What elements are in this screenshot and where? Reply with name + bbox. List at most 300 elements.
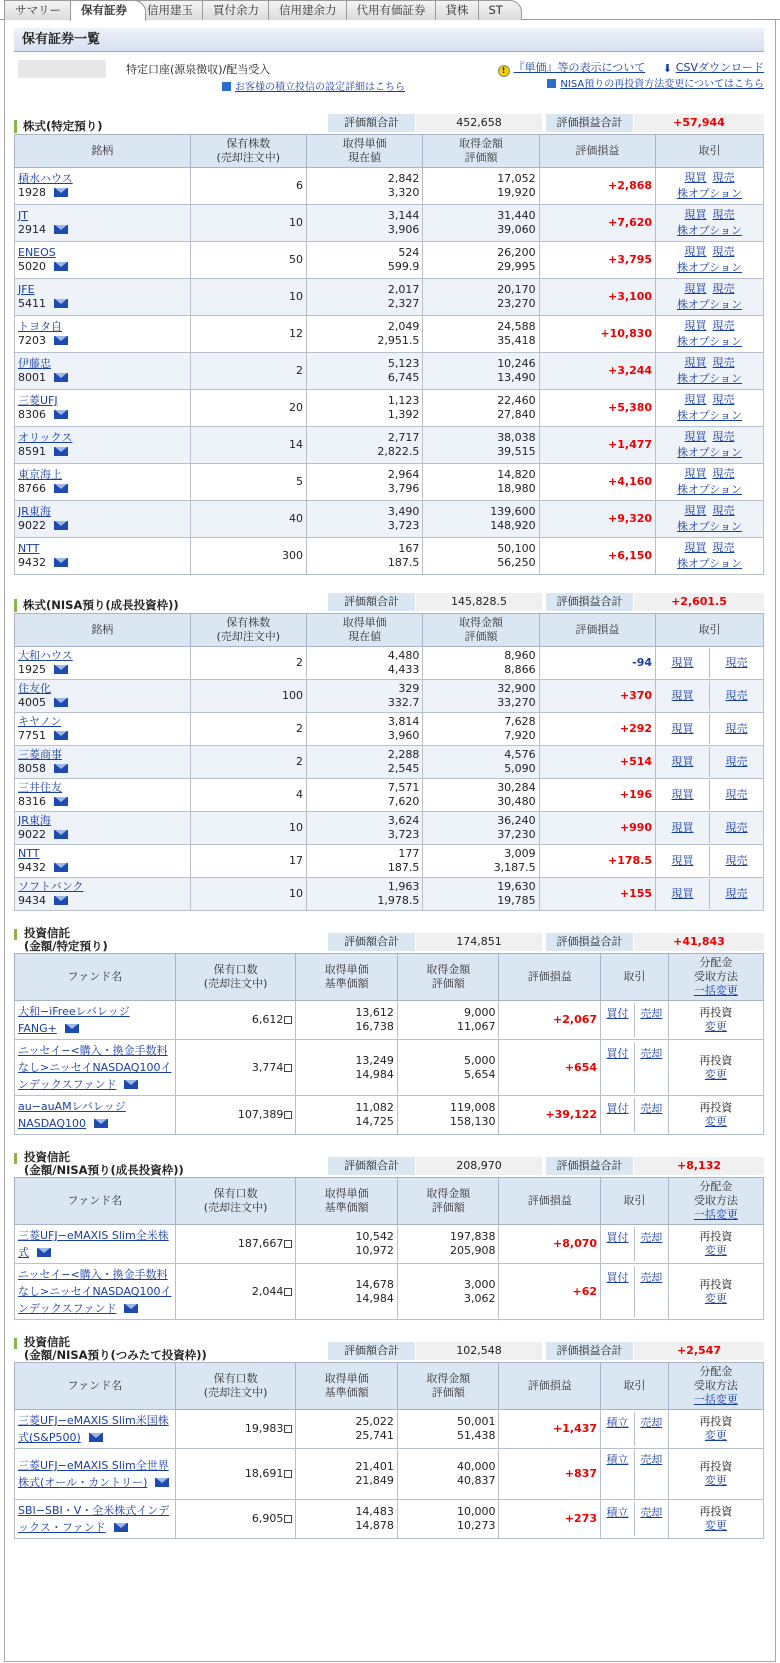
buy-link[interactable]: 現買 [671, 854, 694, 867]
buy-link[interactable]: 現買 [684, 208, 707, 221]
buy-link[interactable]: 現買 [671, 722, 694, 735]
mail-icon[interactable] [54, 665, 68, 674]
buy-link[interactable]: 買付 [606, 1231, 629, 1244]
acquisition-amount: 8,960 [504, 649, 536, 662]
table-row [15, 242, 764, 279]
stock-name-link[interactable]: 三菱UFJ [18, 394, 58, 407]
stock-option-link[interactable]: 株オプション [677, 557, 743, 570]
buy-link[interactable]: 現買 [684, 171, 707, 184]
tab-0[interactable]: サマリー [4, 0, 80, 20]
sell-link[interactable]: 売却 [640, 1102, 663, 1115]
sell-link[interactable]: 現売 [712, 541, 735, 554]
stock-name-link[interactable]: JT [18, 209, 28, 222]
fund-name-link[interactable]: 三菱UFJ−eMAXIS Slim米国株式(S&P500) [18, 1414, 169, 1444]
download-icon: ⬇ [662, 62, 673, 75]
stock-name-link[interactable]: トヨタ自 [18, 320, 62, 333]
sell-link[interactable]: 売却 [640, 1453, 663, 1466]
checkbox-icon [284, 1425, 292, 1433]
mail-icon[interactable] [94, 1119, 108, 1128]
acquisition-price: 25,022 [355, 1415, 394, 1428]
buy-link[interactable]: 現買 [671, 821, 694, 834]
sell-link[interactable]: 現売 [712, 208, 735, 221]
col-amount: 取得金額 評価額 [423, 614, 539, 647]
acquisition-price: 10,542 [355, 1230, 394, 1243]
qty: 14 [190, 427, 306, 464]
market-value: 3,187.5 [493, 861, 536, 874]
table-row [15, 205, 764, 242]
col-price: 取得単価 基準価額 [296, 1363, 398, 1410]
tab-4[interactable]: 信用建余力 [268, 0, 356, 20]
sell-link[interactable]: 現売 [725, 722, 748, 735]
table-row [15, 353, 764, 390]
col-pl: 評価損益 [499, 1363, 601, 1410]
buy-link[interactable]: 現買 [671, 689, 694, 702]
table-row [15, 1096, 764, 1135]
tab-7[interactable]: ST [478, 0, 522, 20]
nav-price: 14,725 [355, 1115, 394, 1128]
total-value: 174,851 [416, 933, 546, 951]
stock-code: 7751 [18, 729, 46, 742]
tab-1[interactable]: 保有証券 [70, 0, 146, 21]
qty: 50 [190, 242, 306, 279]
stock-name-link[interactable]: キヤノン [18, 715, 62, 728]
total-value: 102,548 [416, 1342, 546, 1360]
market-value: 8,866 [504, 663, 536, 676]
stock-name-link[interactable]: ソフトバンク [18, 880, 84, 893]
stock-code: 1928 [18, 186, 46, 199]
table-row [15, 427, 764, 464]
mail-icon[interactable] [54, 484, 68, 493]
table-row [15, 1500, 764, 1539]
stock-option-link[interactable]: 株オプション [677, 483, 743, 496]
mail-icon[interactable] [54, 299, 68, 308]
stock-name-link[interactable]: NTT [18, 542, 40, 555]
total-pl: +8,132 [634, 1157, 764, 1175]
sell-link[interactable]: 現売 [725, 854, 748, 867]
stock-name-link[interactable]: 大和ハウス [18, 649, 73, 662]
tsumitate-settings-link[interactable]: お客様の積立投信の設定詳細はこちら [235, 82, 405, 93]
buy-link[interactable]: 現買 [671, 656, 694, 669]
table-row [15, 713, 764, 746]
col-price: 取得単価 基準価額 [296, 954, 398, 1001]
units: 3,774 [251, 1060, 284, 1074]
mail-icon[interactable] [54, 896, 68, 905]
mail-icon[interactable] [114, 1523, 128, 1532]
mail-icon[interactable] [89, 1433, 103, 1442]
stock-code: 2914 [18, 223, 46, 236]
mail-icon[interactable] [54, 262, 68, 271]
change-link[interactable]: 変更 [704, 1067, 727, 1081]
buy-link[interactable]: 積立 [606, 1453, 629, 1466]
sell-link[interactable]: 現売 [712, 504, 735, 517]
acquisition-amount: 4,576 [504, 748, 536, 761]
current-price: 4,433 [387, 663, 420, 676]
section-stocks_tokutei [14, 112, 764, 575]
section-funds_nisa_tsumitate [14, 1334, 764, 1539]
total-value-label: 評価額合計 [328, 593, 416, 611]
stock-option-link[interactable]: 株オプション [677, 224, 743, 237]
market-value: 39,515 [497, 445, 536, 458]
sell-link[interactable]: 現売 [725, 755, 748, 768]
qty: 10 [190, 205, 306, 242]
market-value: 56,250 [497, 556, 536, 569]
sell-link[interactable]: 現売 [712, 245, 735, 258]
total-value-label: 評価額合計 [328, 1342, 416, 1360]
section-summary [328, 114, 764, 132]
mail-icon[interactable] [54, 373, 68, 382]
fund-name-link[interactable]: au−auAMレバレッジ NASDAQ100 [18, 1100, 126, 1130]
right-links [498, 60, 764, 93]
market-value: 3,062 [463, 1291, 496, 1305]
acquisition-amount: 17,052 [497, 172, 536, 185]
sell-link[interactable]: 売却 [640, 1046, 663, 1060]
stock-option-link[interactable]: 株オプション [677, 335, 743, 348]
acquisition-amount: 14,820 [497, 468, 536, 481]
acquisition-amount: 9,000 [463, 1006, 496, 1019]
fund-name-link[interactable]: ニッセイ−<購入・換金手数料なし>ニッセイNASDAQ100インデックスファンド [18, 1044, 172, 1091]
change-link[interactable]: 変更 [704, 1291, 727, 1305]
stock-name-link[interactable]: ENEOS [18, 246, 56, 259]
sell-link[interactable]: 売却 [640, 1506, 663, 1519]
table-row [15, 647, 764, 680]
acquisition-amount: 24,588 [497, 320, 536, 333]
col-trade: 取引 [601, 1363, 669, 1410]
col-qty: 保有株数 (売却注文中) [190, 614, 306, 647]
table-row [15, 1449, 764, 1500]
mail-icon[interactable] [54, 521, 68, 530]
change-link[interactable]: 変更 [704, 1429, 727, 1442]
table-row [15, 464, 764, 501]
profit-loss: +8,070 [499, 1225, 601, 1264]
table-row [15, 878, 764, 911]
sell-link[interactable]: 現売 [725, 788, 748, 801]
current-price: 2,822.5 [377, 445, 420, 458]
tab-2[interactable]: 信用建玉 [136, 0, 212, 20]
arrow-icon [547, 79, 556, 88]
mail-icon[interactable] [54, 410, 68, 419]
acquisition-price: 2,049 [387, 320, 420, 333]
table-row [15, 1225, 764, 1264]
nav-price: 25,741 [355, 1429, 394, 1442]
acquisition-price: 21,401 [355, 1460, 394, 1473]
reinvest-text: 再投資 [699, 1101, 733, 1114]
market-value: 205,908 [449, 1244, 496, 1257]
buy-link[interactable]: 現買 [671, 788, 694, 801]
tab-6[interactable]: 貸株 [435, 0, 488, 20]
col-qty: 保有株数 (売却注文中) [190, 135, 306, 168]
table-row [15, 845, 764, 878]
csv-download-link[interactable]: CSVダウンロード [675, 61, 764, 74]
acquisition-price: 13,249 [355, 1053, 394, 1067]
total-pl: +2,601.5 [634, 593, 764, 611]
current-price: 3,906 [387, 223, 420, 236]
acquisition-price: 2,842 [387, 172, 420, 185]
profit-loss: +990 [539, 812, 655, 845]
sell-link[interactable]: 現売 [712, 171, 735, 184]
mail-icon[interactable] [155, 1478, 169, 1487]
stock-code: 8001 [18, 371, 46, 384]
acquisition-price: 3,624 [387, 814, 420, 827]
sell-link[interactable]: 現売 [712, 356, 735, 369]
mail-icon[interactable] [54, 188, 68, 197]
current-price: 3,796 [387, 482, 420, 495]
acquisition-amount: 32,900 [497, 682, 536, 695]
sell-link[interactable]: 現売 [712, 467, 735, 480]
mail-icon[interactable] [54, 447, 68, 456]
nisa-reinvest-link[interactable]: NISA預りの再投資方法変更についてはこちら [560, 79, 764, 90]
acquisition-price: 3,814 [387, 715, 420, 728]
acquisition-amount: 30,284 [497, 781, 536, 794]
buy-link[interactable]: 現買 [684, 356, 707, 369]
sell-link[interactable]: 現売 [712, 430, 735, 443]
qty: 12 [190, 316, 306, 353]
reinvest-text: 再投資 [699, 1230, 733, 1243]
mail-icon[interactable] [124, 1304, 138, 1313]
current-price: 187.5 [387, 556, 420, 569]
page-title: 保有証券一覧 [14, 28, 764, 52]
sell-link[interactable]: 現売 [725, 689, 748, 702]
mail-icon[interactable] [37, 1248, 51, 1257]
buy-link[interactable]: 現買 [684, 282, 707, 295]
stock-name-link[interactable]: 伊藤忠 [18, 357, 51, 370]
stock-name-link[interactable]: JFE [18, 283, 35, 296]
buy-link[interactable]: 買付 [606, 1046, 629, 1060]
stock-option-link[interactable]: 株オプション [677, 446, 743, 459]
stock-name-link[interactable]: 東京海上 [18, 468, 62, 481]
profit-loss: +10,830 [539, 316, 655, 353]
section-title: 投資信託 (金額/特定預り) [14, 927, 108, 953]
units: 187,667 [237, 1237, 284, 1250]
market-value: 51,438 [456, 1429, 496, 1442]
mail-icon[interactable] [54, 731, 68, 740]
profit-loss: +4,160 [539, 464, 655, 501]
mail-icon[interactable] [54, 797, 68, 806]
bulk-change-link[interactable]: 一括変更 [693, 1208, 738, 1221]
stock-name-link[interactable]: NTT [18, 847, 40, 860]
table-row [15, 812, 764, 845]
acquisition-price: 3,490 [387, 505, 420, 518]
col-price: 取得単価 基準価額 [296, 1178, 398, 1225]
table-row [15, 168, 764, 205]
qty: 10 [190, 878, 306, 911]
bulk-change-link[interactable]: 一括変更 [693, 1393, 738, 1406]
change-link[interactable]: 変更 [704, 1115, 727, 1128]
tab-3[interactable]: 買付余力 [202, 0, 278, 20]
market-value: 29,995 [497, 260, 536, 273]
sell-link[interactable]: 売却 [640, 1270, 663, 1284]
stock-code: 8058 [18, 762, 46, 775]
current-price: 3,320 [387, 186, 420, 199]
section-summary [328, 933, 764, 951]
total-value-label: 評価額合計 [328, 933, 416, 951]
qty: 2 [190, 713, 306, 746]
change-link[interactable]: 変更 [704, 1474, 727, 1487]
qty: 300 [190, 538, 306, 575]
fund-name-link[interactable]: ニッセイ−<購入・換金手数料なし>ニッセイNASDAQ100インデックスファンド [18, 1268, 172, 1315]
col-fund-name: ファンド名 [15, 954, 176, 1001]
profit-loss: +3,795 [539, 242, 655, 279]
stock-name-link[interactable]: 三井住友 [18, 781, 62, 794]
checkbox-icon [284, 1064, 292, 1072]
section-funds_nisa_growth [14, 1149, 764, 1320]
mail-icon[interactable] [54, 225, 68, 234]
sell-link[interactable]: 現売 [712, 282, 735, 295]
stock-option-link[interactable]: 株オプション [677, 372, 743, 385]
buy-link[interactable]: 現買 [684, 541, 707, 554]
sell-link[interactable]: 現売 [712, 393, 735, 406]
buy-link[interactable]: 現買 [684, 245, 707, 258]
nav-price: 14,878 [355, 1519, 394, 1532]
nav-price: 14,984 [355, 1291, 394, 1305]
stock-name-link[interactable]: 三菱商事 [18, 748, 62, 761]
col-distribution: 分配金 受取方法 一括変更 [668, 954, 763, 1001]
table-row [15, 390, 764, 427]
fund-name-link[interactable]: 三菱UFJ−eMAXIS Slim全世界株式(オール・カントリー) [18, 1459, 169, 1489]
buy-link[interactable]: 現買 [684, 504, 707, 517]
fund-table [14, 1177, 764, 1320]
qty: 10 [190, 812, 306, 845]
mail-icon[interactable] [124, 1080, 138, 1089]
col-amount: 取得金額 評価額 [397, 954, 499, 1001]
total-value-label: 評価額合計 [328, 114, 416, 132]
sell-link[interactable]: 売却 [640, 1231, 663, 1244]
table-row [15, 279, 764, 316]
col-name: 銘柄 [15, 135, 191, 168]
acquisition-price: 4,480 [387, 649, 420, 662]
acquisition-amount: 36,240 [497, 814, 536, 827]
total-value: 145,828.5 [416, 593, 546, 611]
mail-icon[interactable] [54, 830, 68, 839]
mail-icon[interactable] [54, 336, 68, 345]
info-icon: ! [498, 65, 510, 77]
col-fund-name: ファンド名 [15, 1363, 176, 1410]
fund-name-link[interactable]: 三菱UFJ−eMAXIS Slim全米株式 [18, 1229, 169, 1259]
stock-code: 7203 [18, 334, 46, 347]
checkbox-icon [284, 1515, 292, 1523]
table-row [15, 1410, 764, 1449]
sell-link[interactable]: 現売 [712, 319, 735, 332]
mail-icon[interactable] [54, 863, 68, 872]
stock-option-link[interactable]: 株オプション [677, 261, 743, 274]
stock-name-link[interactable]: 住友化 [18, 682, 51, 695]
acquisition-price: 2,017 [387, 283, 420, 296]
reinvest-text: 再投資 [699, 1415, 733, 1428]
holdings-table [14, 613, 764, 911]
qty: 20 [190, 390, 306, 427]
fund-name-link[interactable]: 大和−iFreeレバレッジ FANG+ [18, 1005, 130, 1035]
col-pl: 評価損益 [499, 1178, 601, 1225]
buy-link[interactable]: 積立 [606, 1416, 629, 1429]
stock-name-link[interactable]: JR東海 [18, 505, 51, 518]
total-pl: +57,944 [634, 114, 764, 132]
market-value: 5,090 [504, 762, 536, 775]
acquisition-amount: 19,630 [497, 880, 536, 893]
buy-link[interactable]: 現買 [684, 467, 707, 480]
tab-bar [0, 0, 780, 20]
sell-link[interactable]: 売却 [640, 1007, 663, 1020]
stock-option-link[interactable]: 株オプション [677, 187, 743, 200]
total-value-label: 評価額合計 [328, 1157, 416, 1175]
buy-link[interactable]: 現買 [671, 887, 694, 900]
profit-loss: +1,477 [539, 427, 655, 464]
bulk-change-link[interactable]: 一括変更 [693, 984, 738, 997]
acquisition-price: 3,144 [387, 209, 420, 222]
buy-link[interactable]: 現買 [684, 393, 707, 406]
profit-loss: +62 [499, 1264, 601, 1320]
reinvest-text: 再投資 [699, 1006, 733, 1019]
mail-icon[interactable] [54, 558, 68, 567]
qty: 4 [190, 779, 306, 812]
change-link[interactable]: 変更 [704, 1244, 727, 1257]
sell-link[interactable]: 現売 [725, 821, 748, 834]
profit-loss: +39,122 [499, 1096, 601, 1135]
total-pl-label: 評価損益合計 [546, 1157, 634, 1175]
buy-link[interactable]: 積立 [606, 1506, 629, 1519]
market-value: 35,418 [497, 334, 536, 347]
fund-name-link[interactable]: SBI−SBI・V・全米株式インデックス・ファンド [18, 1504, 170, 1534]
masked-account-number [18, 60, 106, 78]
market-value: 33,270 [497, 696, 536, 709]
buy-link[interactable]: 現買 [684, 319, 707, 332]
col-qty: 保有口数 (売却注文中) [175, 1363, 296, 1410]
acquisition-amount: 10,000 [456, 1505, 496, 1518]
buy-link[interactable]: 現買 [684, 430, 707, 443]
price-display-link[interactable]: 『単価』等の表示について [513, 61, 646, 74]
section-stocks_nisa [14, 591, 764, 911]
change-link[interactable]: 変更 [704, 1519, 727, 1532]
sell-link[interactable]: 売却 [640, 1416, 663, 1429]
stock-name-link[interactable]: 積水ハウス [18, 172, 73, 185]
col-distribution: 分配金 受取方法 一括変更 [668, 1178, 763, 1225]
stock-code: 8766 [18, 482, 46, 495]
buy-link[interactable]: 買付 [606, 1270, 629, 1284]
acquisition-amount: 10,246 [497, 357, 536, 370]
section-summary [328, 1157, 764, 1175]
mail-icon[interactable] [54, 764, 68, 773]
qty: 100 [190, 680, 306, 713]
acquisition-amount: 50,001 [456, 1415, 496, 1428]
market-value: 158,130 [449, 1115, 496, 1128]
current-price: 2,951.5 [377, 334, 420, 347]
acquisition-price: 524 [398, 246, 420, 259]
buy-link[interactable]: 買付 [606, 1102, 629, 1115]
qty: 2 [190, 353, 306, 390]
stock-option-link[interactable]: 株オプション [677, 409, 743, 422]
stock-option-link[interactable]: 株オプション [677, 298, 743, 311]
section-title: 投資信託 (金額/NISA預り(つみたて投資枠)) [14, 1336, 207, 1362]
buy-link[interactable]: 買付 [606, 1007, 629, 1020]
col-qty: 保有口数 (売却注文中) [175, 1178, 296, 1225]
sell-link[interactable]: 現売 [725, 887, 748, 900]
tab-5[interactable]: 代用有価証券 [346, 0, 445, 20]
nav-price: 10,972 [355, 1244, 394, 1257]
mail-icon[interactable] [65, 1024, 79, 1033]
buy-link[interactable]: 現買 [671, 755, 694, 768]
sell-link[interactable]: 現売 [725, 656, 748, 669]
nav-price: 14,984 [355, 1067, 394, 1081]
market-value: 18,980 [497, 482, 536, 495]
mail-icon[interactable] [54, 698, 68, 707]
total-pl-label: 評価損益合計 [546, 1342, 634, 1360]
stock-name-link[interactable]: オリックス [18, 431, 73, 444]
table-row [15, 1040, 764, 1096]
col-pl: 評価損益 [539, 614, 655, 647]
profit-loss: +1,437 [499, 1410, 601, 1449]
stock-name-link[interactable]: JR東海 [18, 814, 51, 827]
stock-option-link[interactable]: 株オプション [677, 520, 743, 533]
total-pl-label: 評価損益合計 [546, 114, 634, 132]
change-link[interactable]: 変更 [704, 1020, 727, 1033]
